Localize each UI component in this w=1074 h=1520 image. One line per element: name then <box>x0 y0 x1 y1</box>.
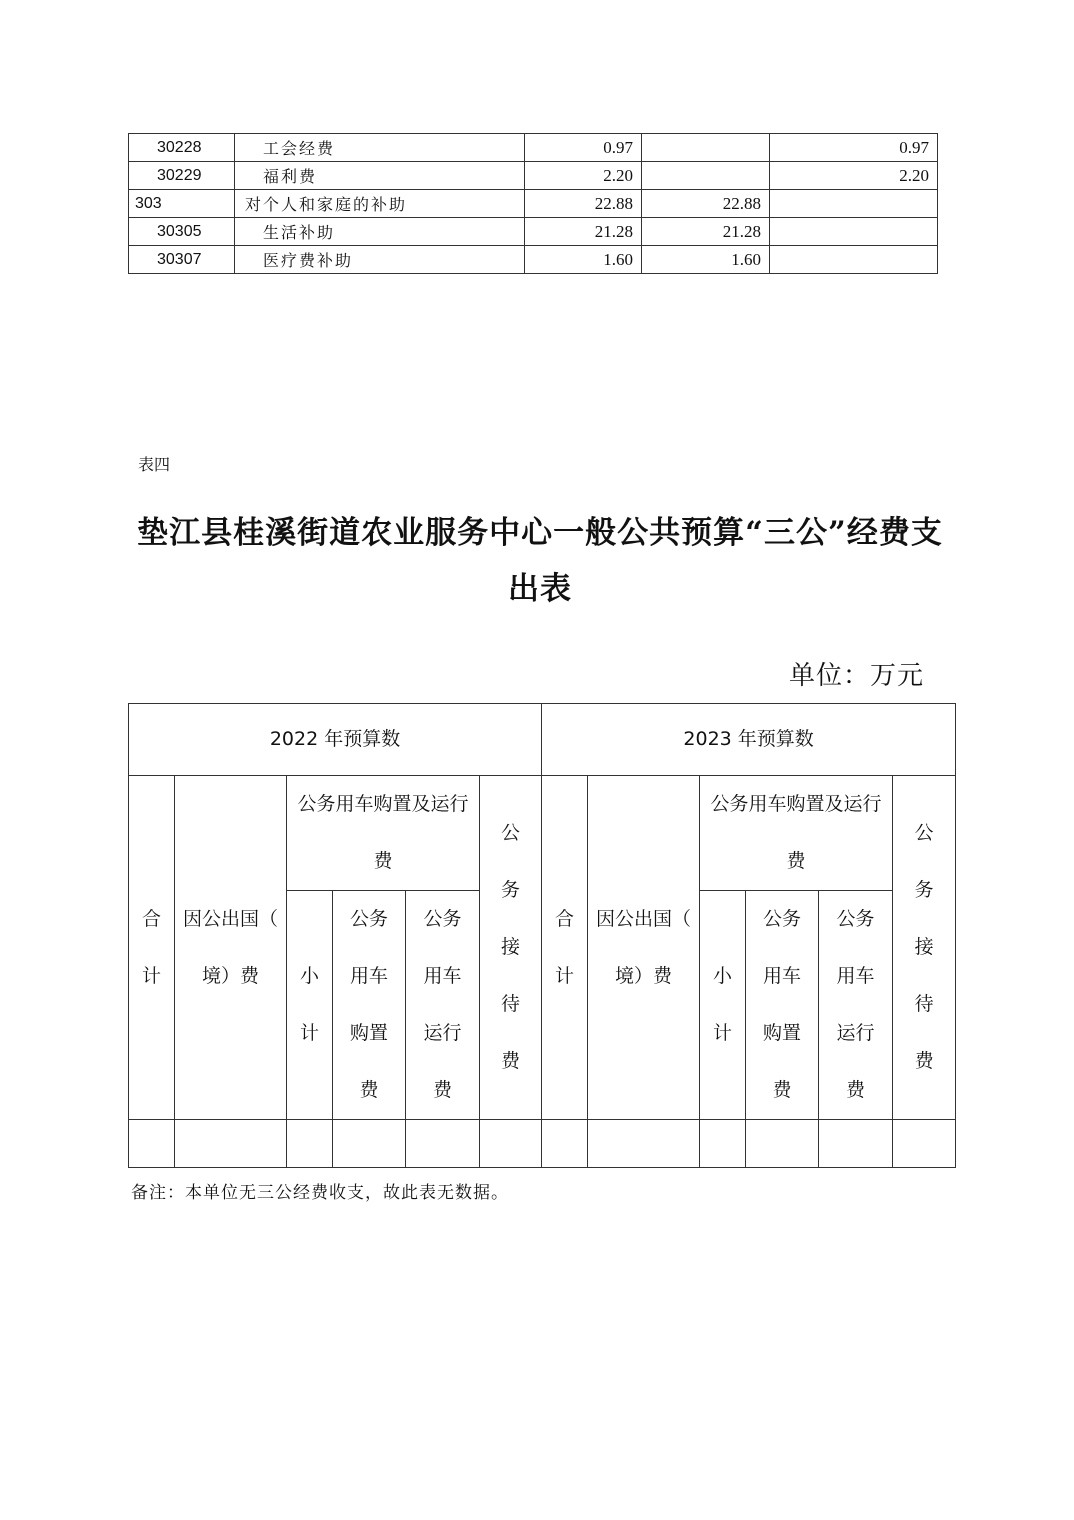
vehicle-operation-header-2022: 公务 用车 运行 费 <box>406 891 480 1120</box>
data-cell <box>746 1120 819 1168</box>
account-name-cell: 生活补助 <box>235 218 525 246</box>
title-line-2: 出表 <box>508 571 572 607</box>
expense-detail-table <box>128 133 938 274</box>
data-cell <box>893 1120 956 1168</box>
year-2023-header: 2023 年预算数 <box>542 704 956 776</box>
project-expense-cell <box>770 190 938 218</box>
total-amount-cell: 2.20 <box>525 162 642 190</box>
account-code-cell: 30307 <box>129 246 235 274</box>
data-cell <box>287 1120 333 1168</box>
project-expense-cell: 0.97 <box>770 134 938 162</box>
table-row <box>129 134 938 162</box>
account-name-cell: 工会经费 <box>235 134 525 162</box>
data-cell <box>542 1120 588 1168</box>
data-cell <box>819 1120 893 1168</box>
vehicle-group-header-2023: 公务用车购置及运行 费 <box>700 776 893 891</box>
year-2022-header: 2022 年预算数 <box>129 704 542 776</box>
data-cell <box>406 1120 480 1168</box>
footnote: 备注：本单位无三公经费收支，故此表无数据。 <box>131 1183 509 1203</box>
total-amount-cell: 21.28 <box>525 218 642 246</box>
basic-expense-cell <box>642 134 770 162</box>
account-code-cell: 303 <box>129 190 235 218</box>
data-cell <box>480 1120 542 1168</box>
unit-label: 单位：万元 <box>788 661 924 691</box>
abroad-header-2023: 因公出国（ 境）费 <box>588 776 700 1120</box>
table-row <box>129 218 938 246</box>
vehicle-group-header-2022: 公务用车购置及运行 费 <box>287 776 480 891</box>
abroad-header-2022: 因公出国（ 境）费 <box>175 776 287 1120</box>
vehicle-purchase-header-2023: 公务 用车 购置 费 <box>746 891 819 1120</box>
account-code-cell: 30229 <box>129 162 235 190</box>
project-expense-cell <box>770 246 938 274</box>
table-row <box>129 246 938 274</box>
total-header-2023: 合 计 <box>542 776 588 1120</box>
subtotal-header-2022: 小 计 <box>287 891 333 1120</box>
vehicle-purchase-header-2022: 公务 用车 购置 费 <box>333 891 406 1120</box>
basic-expense-cell <box>642 162 770 190</box>
account-code-cell: 30305 <box>129 218 235 246</box>
data-cell <box>129 1120 175 1168</box>
data-cell <box>700 1120 746 1168</box>
total-header-2022: 合 计 <box>129 776 175 1120</box>
basic-expense-cell: 1.60 <box>642 246 770 274</box>
data-cell <box>175 1120 287 1168</box>
table-row <box>129 1120 956 1168</box>
page-title <box>128 505 952 617</box>
table-row <box>129 190 938 218</box>
account-name-cell: 福利费 <box>235 162 525 190</box>
data-cell <box>588 1120 700 1168</box>
table-row <box>129 162 938 190</box>
subtotal-header-2023: 小 计 <box>700 891 746 1120</box>
basic-expense-cell: 21.28 <box>642 218 770 246</box>
data-cell <box>333 1120 406 1168</box>
basic-expense-cell: 22.88 <box>642 190 770 218</box>
three-public-expense-table <box>128 703 956 1168</box>
project-expense-cell: 2.20 <box>770 162 938 190</box>
account-code-cell: 30228 <box>129 134 235 162</box>
total-amount-cell: 0.97 <box>525 134 642 162</box>
reception-header-2023: 公 务 接 待 费 <box>893 776 956 1120</box>
project-expense-cell <box>770 218 938 246</box>
account-name-cell: 对个人和家庭的补助 <box>235 190 525 218</box>
total-amount-cell: 1.60 <box>525 246 642 274</box>
total-amount-cell: 22.88 <box>525 190 642 218</box>
vehicle-operation-header-2023: 公务 用车 运行 费 <box>819 891 893 1120</box>
title-line-1: 垫江县桂溪街道农业服务中心一般公共预算“三公”经费支 <box>137 515 943 551</box>
reception-header-2022: 公 务 接 待 费 <box>480 776 542 1120</box>
account-name-cell: 医疗费补助 <box>235 246 525 274</box>
table-label: 表四 <box>138 455 171 474</box>
